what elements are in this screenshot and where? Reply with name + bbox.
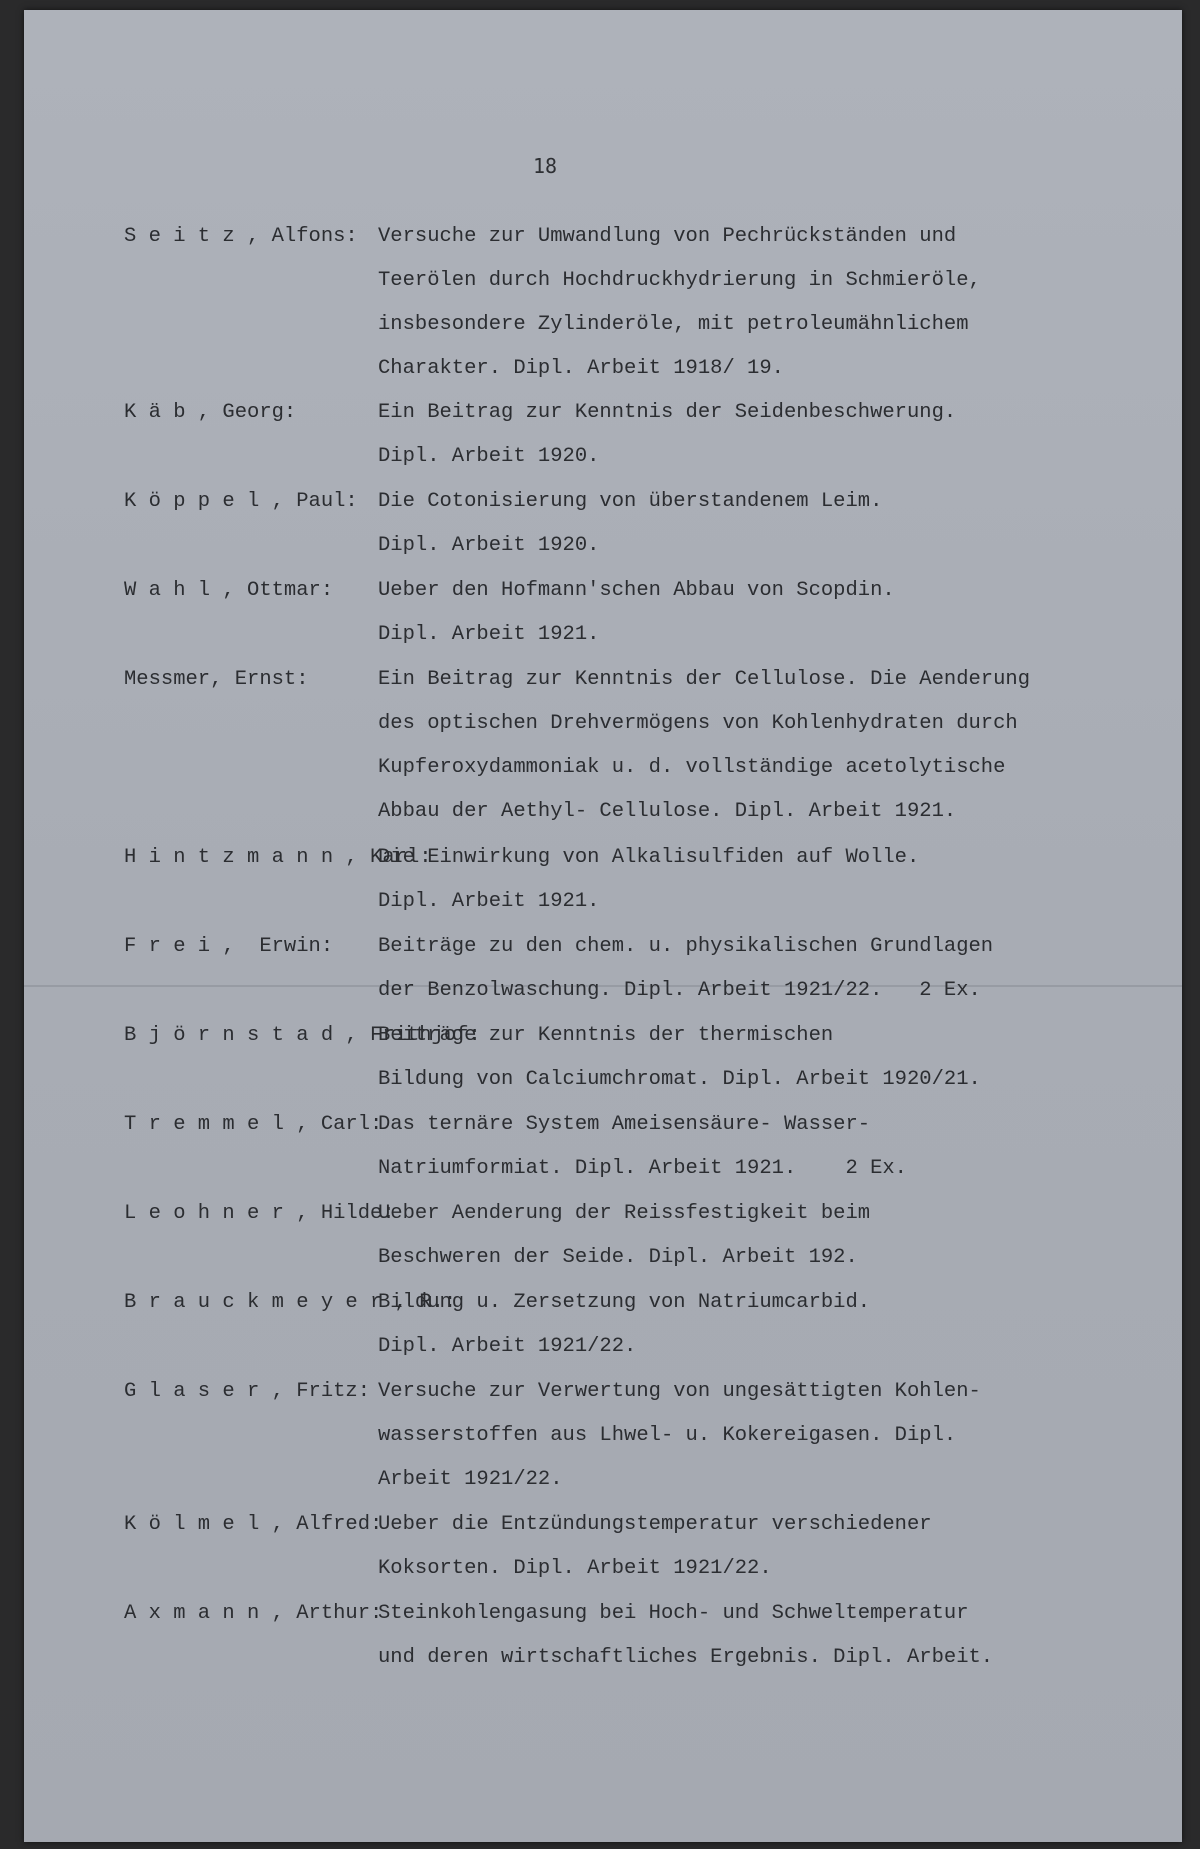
entry-author: S e i t z , Alfons: <box>124 225 358 248</box>
entry-title-line: Versuche zur Umwandlung von Pechrückständen und <box>378 225 957 248</box>
entry-title-line: Die Einwirkung von Alkalisulfiden auf Wolle. <box>378 846 920 869</box>
entry-title-line: Dipl. Arbeit 1920. <box>378 445 600 468</box>
entry-title-line: Abbau der Aethyl- Cellulose. Dipl. Arbeit 1921. <box>378 800 957 823</box>
entry-author: B r a u c k m e y e r , R.: <box>124 1291 457 1314</box>
entry-title-line: Ueber Aenderung der Reissfestigkeit beim <box>378 1202 871 1225</box>
entry-title-line: Dipl. Arbeit 1921/22. <box>378 1335 637 1358</box>
entry-title-line: Bildung von Calciumchromat. Dipl. Arbeit 1920/21. <box>378 1068 981 1091</box>
entry-title-line: des optischen Drehvermögens von Kohlenhydraten durch <box>378 712 1018 735</box>
entry-title-line: Beschweren der Seide. Dipl. Arbeit 192. <box>378 1246 858 1269</box>
entry-author: Messmer, Ernst: <box>124 668 309 691</box>
entry-author: G l a s e r , Fritz: <box>124 1380 371 1403</box>
entry-author: T r e m m e l , Carl: <box>124 1113 383 1136</box>
entry-title-line: Ueber den Hofmann'schen Abbau von Scopdin. <box>378 579 895 602</box>
entry-author: F r e i , Erwin: <box>124 935 334 958</box>
entry-title-line: Ueber die Entzündungstemperatur verschiedener <box>378 1513 932 1536</box>
entry-title-line: Dipl. Arbeit 1921. <box>378 623 600 646</box>
entry-title-line: insbesondere Zylinderöle, mit petroleumähnlichem <box>378 313 969 336</box>
entry-author: K ä b , Georg: <box>124 401 297 424</box>
entry-title-line: Die Cotonisierung von überstandenem Leim. <box>378 490 883 513</box>
entry-author: A x m a n n , Arthur: <box>124 1602 383 1625</box>
entry-title-line: Ein Beitrag zur Kenntnis der Seidenbeschwerung. <box>378 401 957 424</box>
entry-title-line: der Benzolwaschung. Dipl. Arbeit 1921/22. 2 Ex. <box>378 979 981 1002</box>
entry-title-line: Versuche zur Verwertung von ungesättigten Kohlen- <box>378 1380 981 1403</box>
entry-title-line: Steinkohlengasung bei Hoch- und Schweltemperatur <box>378 1602 969 1625</box>
entry-title-line: Koksorten. Dipl. Arbeit 1921/22. <box>378 1557 772 1580</box>
entry-title-line: Dipl. Arbeit 1920. <box>378 534 600 557</box>
entry-author: K ö p p e l , Paul: <box>124 490 358 513</box>
entry-title-line: Beiträge zur Kenntnis der thermischen <box>378 1024 834 1047</box>
entry-title-line: Ein Beitrag zur Kenntnis der Cellulose. Die Aenderung <box>378 668 1031 691</box>
entry-title-line: Dipl. Arbeit 1921. <box>378 890 600 913</box>
entry-author: H i n t z m a n n , Karl: <box>124 846 432 869</box>
entry-title-line: wasserstoffen aus Lhwel- u. Kokereigasen. Dipl. <box>378 1424 957 1447</box>
entry-title-line: Charakter. Dipl. Arbeit 1918/ 19. <box>378 357 784 380</box>
entry-title-line: Natriumformiat. Dipl. Arbeit 1921. 2 Ex. <box>378 1157 907 1180</box>
entry-title-line: Bildung u. Zersetzung von Natriumcarbid. <box>378 1291 871 1314</box>
entry-title-line: Teerölen durch Hochdruckhydrierung in Schmieröle, <box>378 269 981 292</box>
entry-title-line: Kupferoxydammoniak u. d. vollständige acetolytische <box>378 756 1006 779</box>
entry-author: W a h l , Ottmar: <box>124 579 334 602</box>
entry-author: L e o h n e r , Hilde: <box>124 1202 395 1225</box>
entry-title-line: und deren wirtschaftliches Ergebnis. Dipl. Arbeit. <box>378 1646 994 1669</box>
page-number: 18 <box>533 154 558 178</box>
entry-author: K ö l m e l , Alfred: <box>124 1513 383 1536</box>
entry-title-line: Das ternäre System Ameisensäure- Wasser- <box>378 1113 871 1136</box>
entry-title-line: Beiträge zu den chem. u. physikalischen Grundlagen <box>378 935 994 958</box>
entry-author: B j ö r n s t a d , Frithjof: <box>124 1024 481 1047</box>
entry-title-line: Arbeit 1921/22. <box>378 1468 563 1491</box>
